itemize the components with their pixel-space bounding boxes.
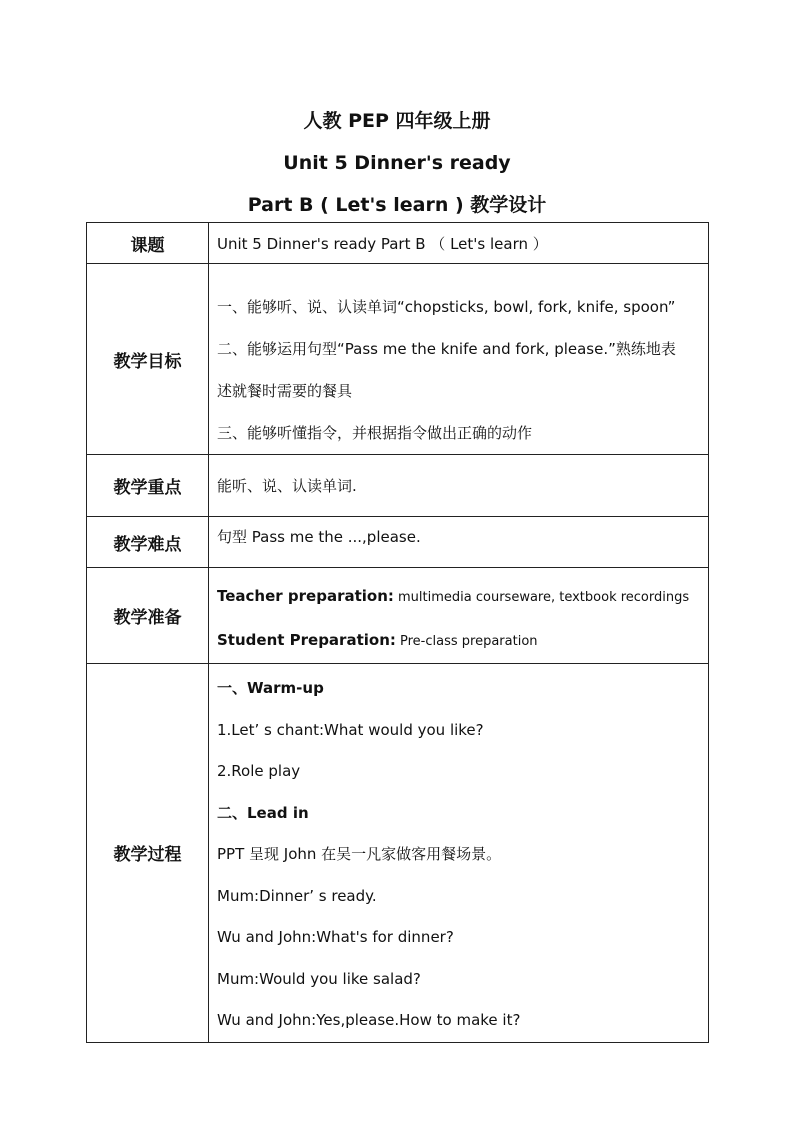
title-textbook: 人教 PEP 四年级上册 — [303, 110, 491, 132]
row-topic — [87, 223, 709, 264]
objective-line: 一、能够听、说、认读单词“chopsticks, bowl, fork, knife, spoon” — [217, 298, 676, 316]
teacher-preparation-text: multimedia courseware, textbook recordings — [393, 590, 690, 605]
process-line: Wu and John:Yes,please.How to make it? — [217, 1011, 521, 1029]
row-preparation — [87, 568, 709, 664]
process-line: Wu and John:What's for dinner? — [217, 928, 454, 946]
teacher-preparation-label: Teacher preparation: — [217, 587, 394, 605]
lesson-plan-table — [86, 222, 709, 1043]
process-item: 2.Role play — [217, 762, 301, 780]
label-difficulties: 教学难点 — [87, 517, 209, 568]
row-process — [87, 664, 709, 1043]
title-unit: Unit 5 Dinner's ready — [283, 152, 511, 174]
row-difficulties — [87, 517, 709, 568]
process-line: PPT 呈现 John 在吴一凡家做客用餐场景。 — [217, 845, 502, 863]
process-line: Mum:Dinner’ s ready. — [217, 886, 377, 905]
process-item: 1.Let’ s chant:What would you like? — [217, 720, 484, 739]
student-preparation — [209, 619, 708, 663]
row-key-points — [87, 455, 709, 517]
title-part: Part B ( Let's learn ) 教学设计 — [247, 194, 547, 216]
objective-line: 述就餐时需要的餐具 — [217, 382, 353, 400]
student-preparation-text: Pre-class preparation — [395, 634, 538, 649]
teacher-preparation — [209, 575, 708, 619]
label-topic: 课题 — [87, 223, 209, 264]
label-key-points: 教学重点 — [87, 455, 209, 517]
process-line: Mum:Would you like salad? — [217, 969, 421, 988]
row-objectives — [87, 264, 709, 455]
objective-line: 二、能够运用句型“Pass me the knife and fork, please.”熟练地表 — [217, 340, 676, 358]
student-preparation-label: Student Preparation: — [217, 631, 396, 649]
label-preparation: 教学准备 — [87, 568, 209, 664]
difficulties-text: 句型 Pass me the ...,please. — [217, 528, 421, 546]
label-objectives: 教学目标 — [87, 264, 209, 455]
document-title-block — [0, 100, 794, 226]
key-points-text: 能听、说、认读单词. — [217, 477, 357, 495]
process-section-warmup: 一、Warm-up — [217, 679, 324, 697]
label-process: 教学过程 — [87, 664, 209, 1043]
objective-line: 三、能够听懂指令，并根据指令做出正确的动作 — [217, 424, 533, 442]
process-section-lead-in: 二、Lead in — [217, 803, 309, 822]
topic-text: Unit 5 Dinner's ready Part B （ Let's learn ） — [217, 234, 548, 253]
